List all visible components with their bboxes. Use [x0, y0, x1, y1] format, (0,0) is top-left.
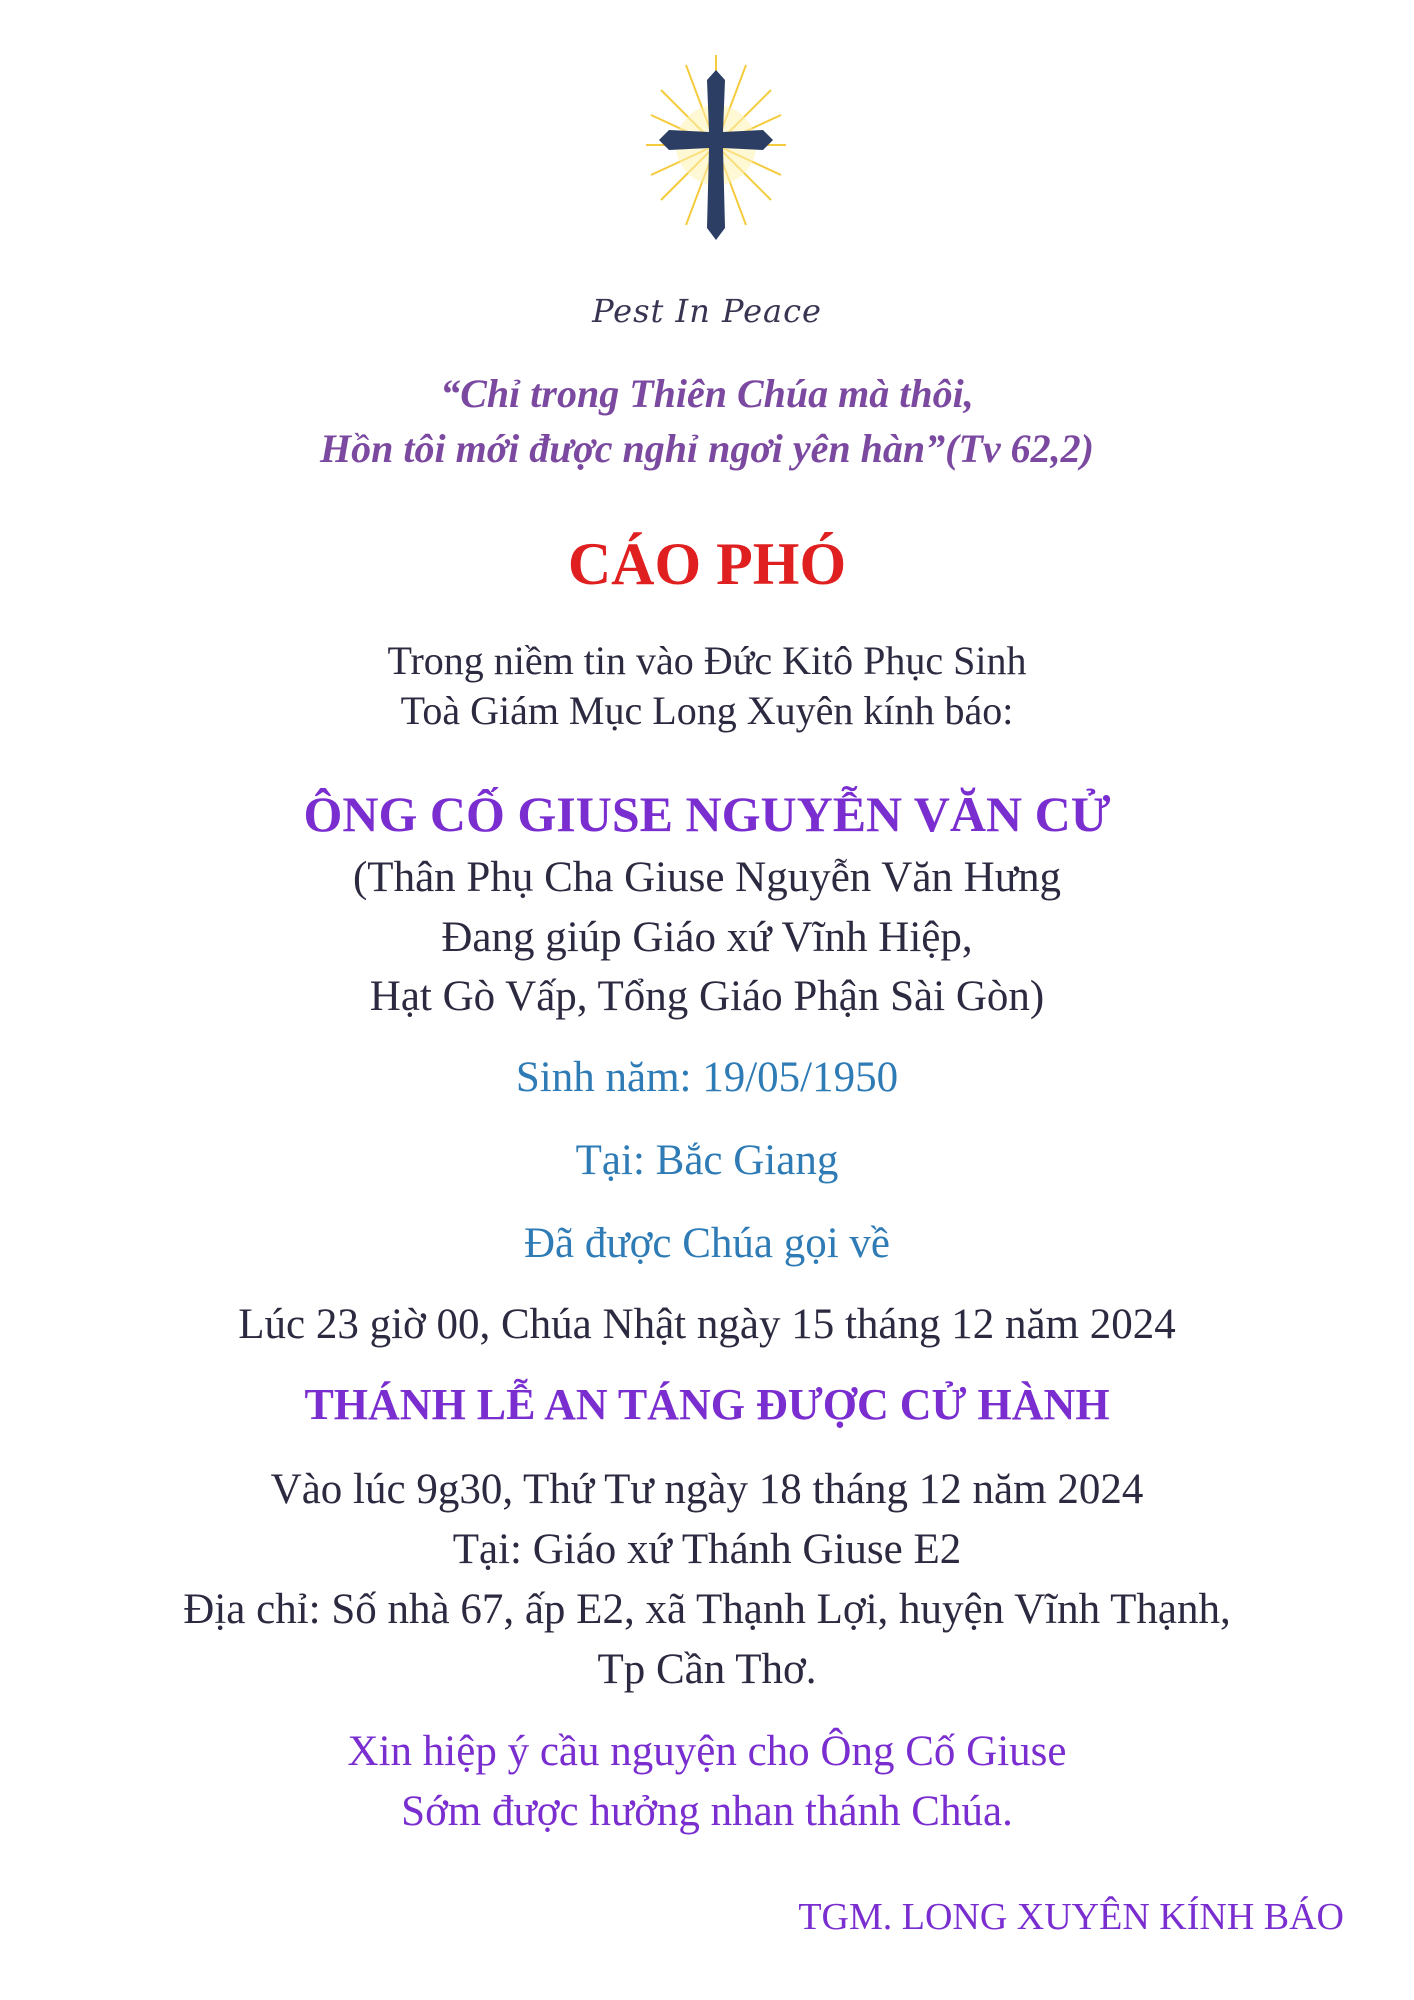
funeral-address-line1: Địa chỉ: Số nhà 67, ấp E2, xã Thạnh Lợi, huyện Vĩnh Thạnh, [183, 1586, 1231, 1633]
intro-line2: Toà Giám Mục Long Xuyên kính báo: [400, 688, 1014, 733]
prayer-request-line1: Xin hiệp ý cầu nguyện cho Ông Cố Giuse [347, 1728, 1067, 1775]
scripture-verse-line1: “Chỉ trong Thiên Chúa mà thôi, [440, 371, 974, 416]
scripture-verse-line2: Hồn tôi mới được nghỉ ngơi yên hàn”(Tv 62,2) [320, 426, 1094, 471]
funeral-place: Tại: Giáo xứ Thánh Giuse E2 [452, 1526, 962, 1573]
birth-place: Tại: Bắc Giang [575, 1137, 839, 1184]
prayer-request-line2: Sớm được hưởng nhan thánh Chúa. [401, 1788, 1013, 1835]
death-time: Lúc 23 giờ 00, Chúa Nhật ngày 15 tháng 12 năm 2024 [238, 1301, 1176, 1348]
obituary-title: CÁO PHÓ [567, 531, 847, 597]
deceased-name: ÔNG CỐ GIUSE NGUYỄN VĂN CỬ [303, 786, 1111, 842]
funeral-address-line2: Tp Cần Thơ. [597, 1646, 817, 1693]
signature: TGM. LONG XUYÊN KÍNH BÁO [798, 1896, 1344, 1938]
funeral-time: Vào lúc 9g30, Thứ Tư ngày 18 tháng 12 năm 2024 [270, 1466, 1144, 1513]
cross-icon [641, 50, 791, 250]
relation-line3: Hạt Gò Vấp, Tổng Giáo Phận Sài Gòn) [369, 973, 1045, 1020]
intro-line1: Trong niềm tin vào Đức Kitô Phục Sinh [387, 638, 1027, 683]
relation-line2: Đang giúp Giáo xứ Vĩnh Hiệp, [441, 914, 973, 961]
called-home-text: Đã được Chúa gọi về [523, 1220, 891, 1267]
funeral-mass-heading: THÁNH LỄ AN TÁNG ĐƯỢC CỬ HÀNH [304, 1380, 1110, 1429]
relation-line1: (Thân Phụ Cha Giuse Nguyễn Văn Hưng [352, 854, 1062, 901]
birth-date: Sinh năm: 19/05/1950 [515, 1054, 899, 1101]
rip-script-text: Pest In Peace [592, 292, 822, 330]
